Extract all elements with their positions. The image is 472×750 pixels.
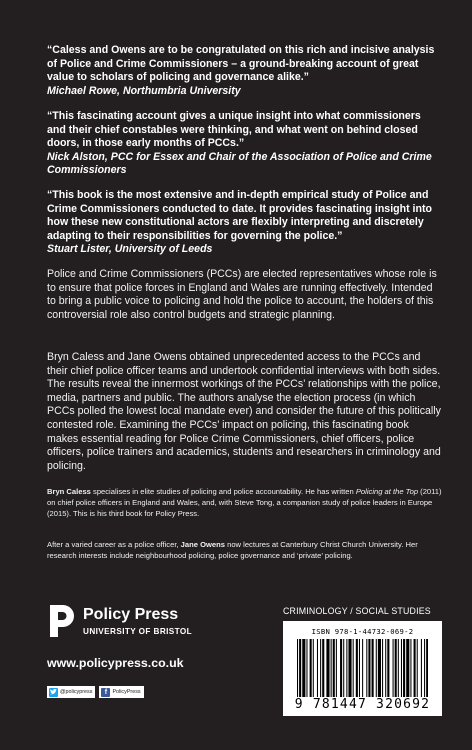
author-name: Jane Owens — [180, 540, 225, 549]
author-name: Bryn Caless — [47, 487, 91, 496]
facebook-page — [99, 686, 143, 698]
barcode-bar — [417, 639, 418, 697]
twitter-handle — [47, 686, 95, 698]
barcode-bar — [336, 639, 337, 697]
barcode-bar — [372, 639, 374, 697]
barcode-bar — [368, 639, 370, 697]
barcode-bar — [333, 639, 335, 697]
barcode-bar — [424, 639, 425, 697]
barcode-bar — [331, 639, 332, 697]
barcode-bar — [366, 639, 367, 697]
publisher-logo — [47, 602, 193, 645]
book-description-paragraph-2: Bryn Caless and Jane Owens obtained unprecedented access to the PCCs and their chief police officer teams and undertook confidential interviews with both sides. The results reveal the innermost workings of the PCCs’ relationships with the police, media, partners and public. The authors analyse the election process (in which PCCs polled the lowest local mandate ever) and consider the future of this politically contested role. Examining the PCCs’ impact on policing, this fascinating book makes essential reading for Police Crime Commissioners, chief officers, police officers, police trainers and academics, students and researchers in criminology and policing. — [47, 351, 441, 472]
author-bio-bryn-caless — [47, 486, 442, 519]
social-links — [47, 686, 144, 698]
quote-text: “This book is the most extensive and in-depth empirical study of Police and Crime Commissioners conducted to date. It provides fascinating insight into how these new constitutional actors are flexibly interpreting and discretely adapting to their responsibilities for governing the police.” — [47, 189, 432, 242]
barcode-bar — [340, 639, 342, 697]
barcode-bar — [322, 639, 324, 697]
barcode-bar — [302, 639, 305, 697]
barcode-bar — [376, 639, 377, 697]
barcode-bar — [382, 639, 383, 697]
book-description-paragraph-1: Police and Crime Commissioners (PCCs) are elected representatives whose role is to ensure that police forces in England and Wales are running effectively. Intended to bring a public voice to policing and hold the police to account, the holders of this controversial role also control budgets and strategic planning. — [47, 268, 437, 321]
barcode-bar — [348, 639, 351, 697]
barcode-bar — [306, 639, 307, 697]
publisher-website: www.policypress.co.uk — [47, 656, 184, 670]
policy-press-p-icon — [47, 602, 77, 640]
bio-text: specialises in elite studies of policing and police accountability. He has written — [90, 487, 356, 496]
barcode-bar — [385, 639, 386, 697]
barcode-bar — [299, 639, 301, 697]
barcode-bar — [421, 639, 422, 697]
bio-text: After a varied career as a police officer, — [47, 540, 181, 549]
barcode-bar — [356, 639, 358, 697]
twitter-handle-text: @policypress — [60, 689, 93, 695]
quote-attribution: Nick Alston, PCC for Essex and Chair of the Association of Police and Crime Commissioners — [47, 150, 432, 177]
quote-attribution: Stuart Lister, University of Leeds — [47, 243, 213, 256]
barcode-bar — [326, 639, 329, 697]
barcode-bar — [378, 639, 381, 697]
quote-text: “Caless and Owens are to be congratulated on this rich and incisive analysis of Police and Crime Commissioners – a ground-breaking account of great value to scholars of policing and governance alike.” — [47, 44, 435, 84]
endorsement-quote-3 — [47, 189, 442, 257]
facebook-icon: f — [101, 688, 110, 697]
quote-attribution: Michael Rowe, Northumbria University — [47, 84, 241, 97]
barcode-bar — [414, 639, 416, 697]
facebook-page-text: PolicyPress — [112, 689, 141, 695]
barcode-bar — [320, 639, 321, 697]
endorsement-quote-1 — [47, 44, 442, 98]
book-title: Policing at the Top — [355, 487, 419, 496]
barcode-bar — [426, 639, 428, 697]
barcode-bar — [297, 639, 298, 697]
barcode-bar — [310, 639, 312, 697]
publisher-name: Policy Press — [83, 606, 179, 623]
barcode-bar — [353, 639, 354, 697]
barcode-bar — [362, 639, 363, 697]
barcode-bar — [317, 639, 318, 697]
isbn-label: ISBN 978-1-44732-069-2 — [311, 627, 414, 636]
barcode-bar — [401, 639, 402, 697]
barcode-bar — [406, 639, 409, 697]
subject-category: CRIMINOLOGY / SOCIAL STUDIES — [283, 606, 431, 616]
barcode-bar — [410, 639, 411, 697]
barcode-bar — [387, 639, 389, 697]
twitter-icon — [49, 688, 58, 697]
barcode-bar — [395, 639, 397, 697]
bio-text: (2011) on chief police officers in England and Wales, and, with Steve Tong, a companion study of police leaders in Europe (2015). This is his third book for Policy Press. — [47, 487, 442, 518]
author-bio-jane-owens — [47, 539, 442, 561]
isbn-digits: 9 781447 320692 — [294, 697, 431, 712]
bio-text: now lectures at Canterbury Christ Church University. Her research interests include neighbourhood policing, police governance and ‘private’ policing. — [47, 540, 418, 560]
barcode-bar — [393, 639, 394, 697]
barcode-bar — [346, 639, 347, 697]
barcode-bar — [398, 639, 399, 697]
barcode-bar — [403, 639, 405, 697]
isbn-barcode — [283, 621, 442, 716]
publisher-subtitle: UNIVERSITY OF BRISTOL — [83, 627, 193, 636]
endorsement-quote-2 — [47, 110, 442, 178]
barcode-bar — [343, 639, 344, 697]
barcode-bars — [297, 639, 428, 697]
barcode-bar — [359, 639, 360, 697]
barcode-bar — [313, 639, 314, 697]
quote-text: “This fascinating account gives a unique insight into what commissioners and their chief constables were thinking, and what went on behind closed doors, in those early months of PCCs.” — [47, 110, 421, 150]
